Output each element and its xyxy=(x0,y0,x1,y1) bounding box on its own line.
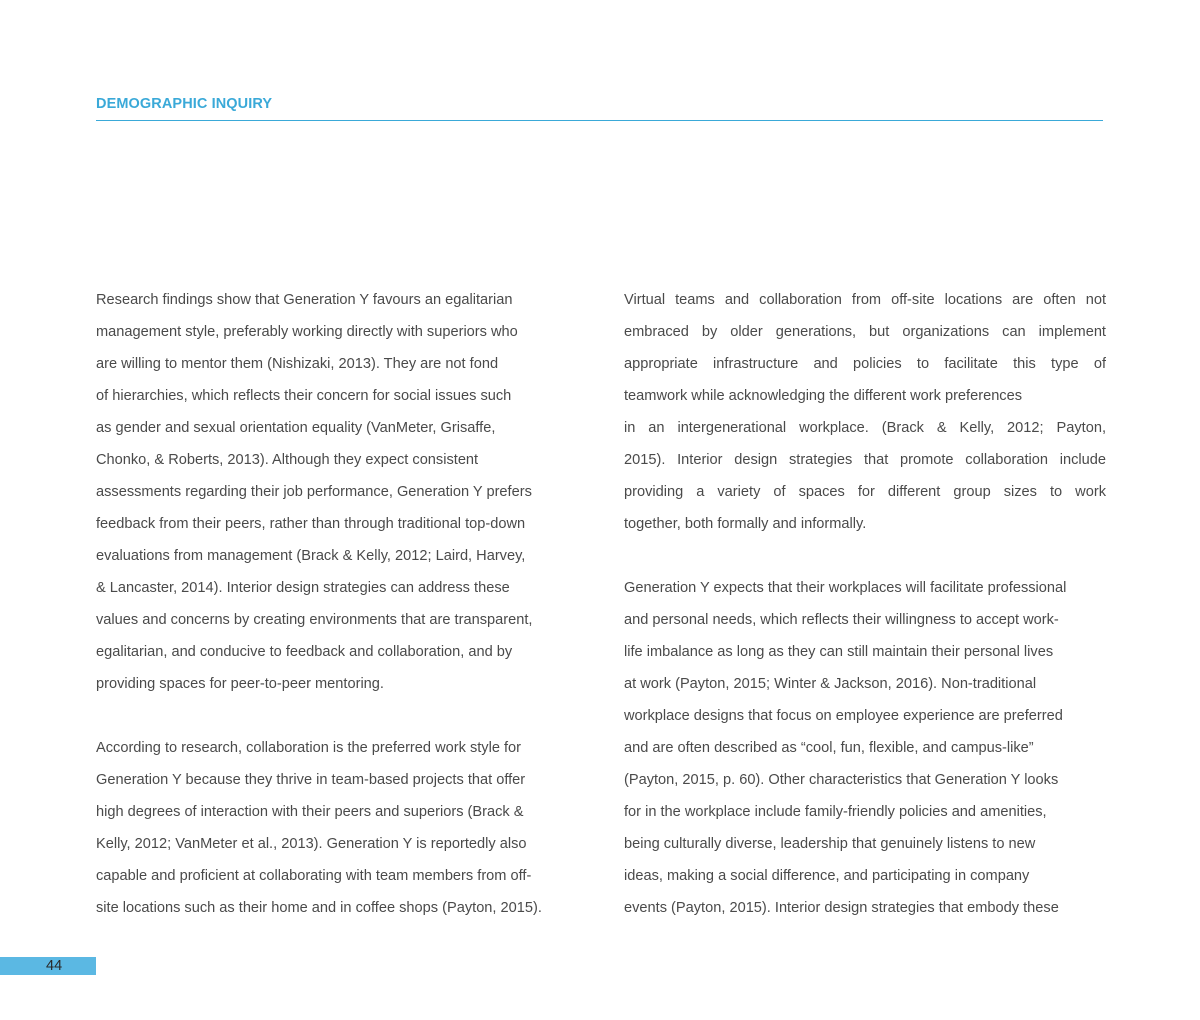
text-line: at work (Payton, 2015; Winter & Jackson, 2016). Non-traditional xyxy=(624,676,1037,692)
text-line: are willing to mentor them (Nishizaki, 2013). They are not fond xyxy=(96,356,499,372)
text-line: feedback from their peers, rather than through traditional top-down xyxy=(96,516,526,532)
text-line: management style, preferably working directly with superiors who xyxy=(96,324,518,340)
text-line: teamwork while acknowledging the different work preferences xyxy=(624,388,1023,404)
text-line: Research findings show that Generation Y favours an egalitarian xyxy=(96,292,513,308)
text-line: being culturally diverse, leadership that genuinely listens to new xyxy=(624,836,1036,852)
text-line: & Lancaster, 2014). Interior design strategies can address these xyxy=(96,580,510,596)
text-line: high degrees of interaction with their peers and superiors (Brack & xyxy=(96,804,524,820)
text-line: Virtual teams and collaboration from off-site locations are often not xyxy=(624,292,1106,308)
text-line: 2015). Interior design strategies that promote collaboration include xyxy=(624,452,1106,468)
text-line: for in the workplace include family-friendly policies and amenities, xyxy=(624,804,1047,820)
text-line: site locations such as their home and in coffee shops (Payton, 2015). xyxy=(96,900,542,916)
text-line: of hierarchies, which reflects their concern for social issues such xyxy=(96,388,512,404)
text-line: Generation Y expects that their workplaces will facilitate professional xyxy=(624,580,1067,596)
left-paragraph-2 xyxy=(96,732,576,924)
text-line: Chonko, & Roberts, 2013). Although they expect consistent xyxy=(96,452,479,468)
text-line: embraced by older generations, but organizations can implement xyxy=(624,324,1106,340)
text-line: workplace designs that focus on employee experience are preferred xyxy=(624,708,1063,724)
right-paragraph-2 xyxy=(624,572,1106,924)
text-line: Kelly, 2012; VanMeter et al., 2013). Generation Y is reportedly also xyxy=(96,836,527,852)
header-divider xyxy=(96,120,1103,121)
text-line: egalitarian, and conducive to feedback and collaboration, and by xyxy=(96,644,513,660)
text-line: providing spaces for peer-to-peer mentoring. xyxy=(96,676,384,692)
text-line: appropriate infrastructure and policies to facilitate this type of xyxy=(624,356,1106,372)
text-line: as gender and sexual orientation equality (VanMeter, Grisaffe, xyxy=(96,420,496,436)
text-line: (Payton, 2015, p. 60). Other characteristics that Generation Y looks xyxy=(624,772,1059,788)
page-number: 44 xyxy=(46,958,63,974)
text-line: together, both formally and informally. xyxy=(624,516,867,532)
left-paragraph-1 xyxy=(96,284,576,700)
text-line: ideas, making a social difference, and participating in company xyxy=(624,868,1030,884)
text-line: events (Payton, 2015). Interior design strategies that embody these xyxy=(624,900,1059,916)
text-line: providing a variety of spaces for different group sizes to work xyxy=(624,484,1106,500)
text-line: and are often described as “cool, fun, flexible, and campus-like” xyxy=(624,740,1034,756)
text-line: in an intergenerational workplace. (Brack & Kelly, 2012; Payton, xyxy=(624,420,1106,436)
right-column xyxy=(624,284,1106,924)
text-line: Generation Y because they thrive in team-based projects that offer xyxy=(96,772,526,788)
section-title: DEMOGRAPHIC INQUIRY xyxy=(96,96,273,112)
text-line: life imbalance as long as they can still maintain their personal lives xyxy=(624,644,1054,660)
paragraph-spacer xyxy=(624,540,1106,572)
text-line: capable and proficient at collaborating with team members from off- xyxy=(96,868,532,884)
text-line: assessments regarding their job performance, Generation Y prefers xyxy=(96,484,532,500)
left-column xyxy=(96,284,576,924)
paragraph-spacer xyxy=(96,700,576,732)
right-paragraph-1 xyxy=(624,284,1106,540)
text-line: and personal needs, which reflects their willingness to accept work- xyxy=(624,612,1059,628)
text-line: evaluations from management (Brack & Kelly, 2012; Laird, Harvey, xyxy=(96,548,526,564)
text-line: values and concerns by creating environments that are transparent, xyxy=(96,612,533,628)
text-line: According to research, collaboration is the preferred work style for xyxy=(96,740,522,756)
